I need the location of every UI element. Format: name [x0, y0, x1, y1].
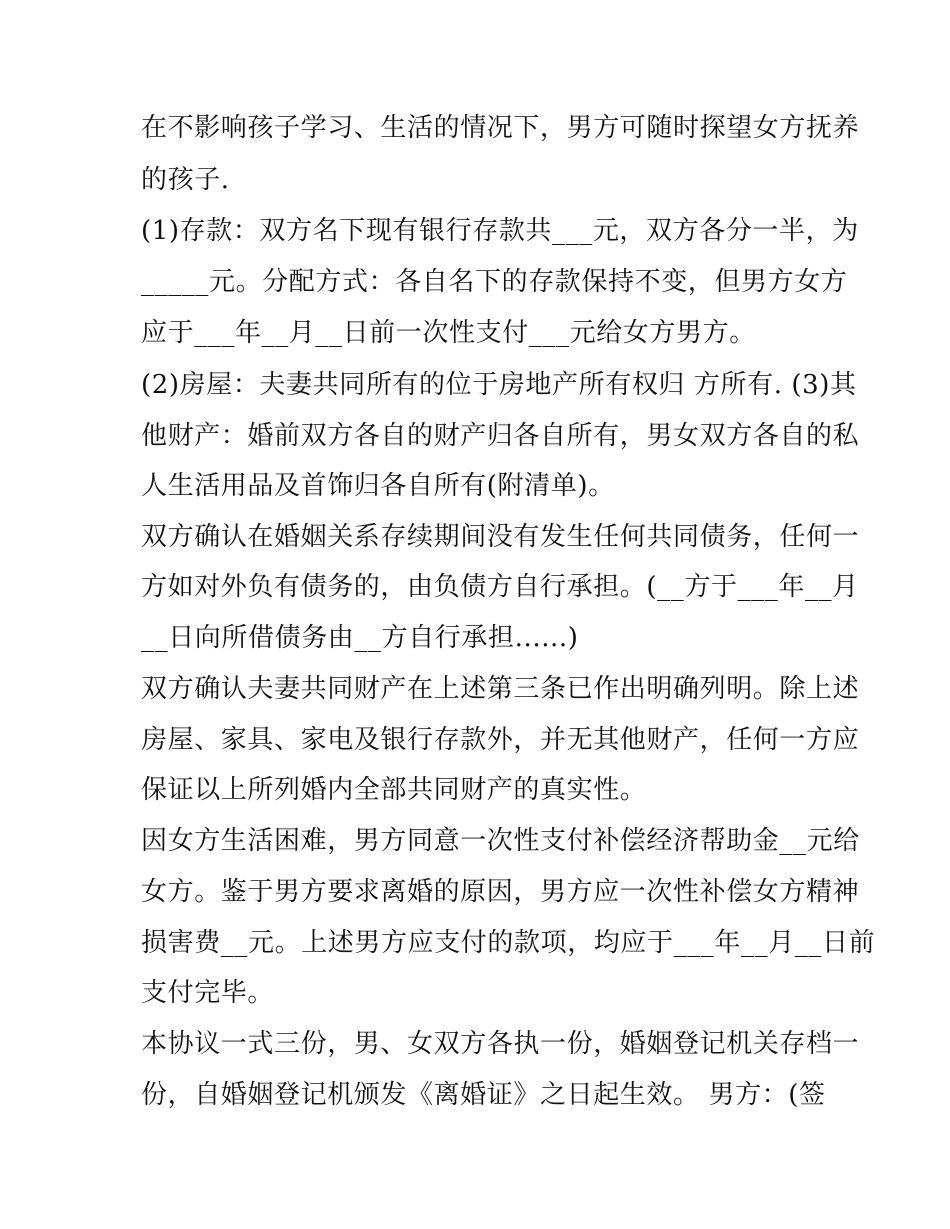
- text-line: _____元。分配方式：各自名下的存款保持不变，但男方女方: [141, 267, 848, 297]
- text-line: 损害费__元。上述男方应支付的款项，均应于___年__月__日前: [141, 928, 876, 958]
- text-line: (1)存款：双方名下现有银行存款共___元，双方各分一半，为: [141, 216, 859, 246]
- text-line: 在不影响孩子学习、生活的情况下，男方可随时探望女方抚养: [141, 113, 860, 143]
- text-line: 双方确认在婚姻关系存续期间没有发生任何共同债务，任何一: [141, 522, 860, 552]
- text-line: 本协议一式三份，男、女双方各执一份，婚姻登记机关存档一: [141, 1029, 860, 1059]
- text-line: 因女方生活困难，男方同意一次性支付补偿经济帮助金__元给: [141, 826, 860, 856]
- text-line: 房屋、家具、家电及银行存款外，并无其他财产，任何一方应: [141, 725, 860, 755]
- text-line: 份，自婚姻登记机颁发《离婚证》之日起生效。 男方：(签: [141, 1080, 826, 1110]
- text-line: 的孩子.: [141, 165, 230, 195]
- text-line: __日向所借债务由__方自行承担......): [141, 623, 579, 653]
- text-line: 支付完毕。: [141, 978, 275, 1008]
- text-line: (2)房屋：夫妻共同所有的位于房地产所有权归 方所有. (3)其: [141, 370, 857, 400]
- text-line: 应于___年__月__日前一次性支付___元给女方男方。: [141, 318, 756, 348]
- text-line: 保证以上所列婚内全部共同财产的真实性。: [141, 775, 647, 805]
- text-line: 双方确认夫妻共同财产在上述第三条已作出明确列明。除上述: [141, 674, 860, 704]
- text-line: 女方。鉴于男方要求离婚的原因，男方应一次性补偿女方精神: [141, 877, 860, 907]
- text-line: 他财产：婚前双方各自的财产归各自所有，男女双方各自的私: [141, 421, 860, 451]
- text-line: 人生活用品及首饰归各自所有(附清单)。: [141, 471, 615, 501]
- text-line: 方如对外负有债务的，由负债方自行承担。(__方于___年__月: [141, 572, 859, 602]
